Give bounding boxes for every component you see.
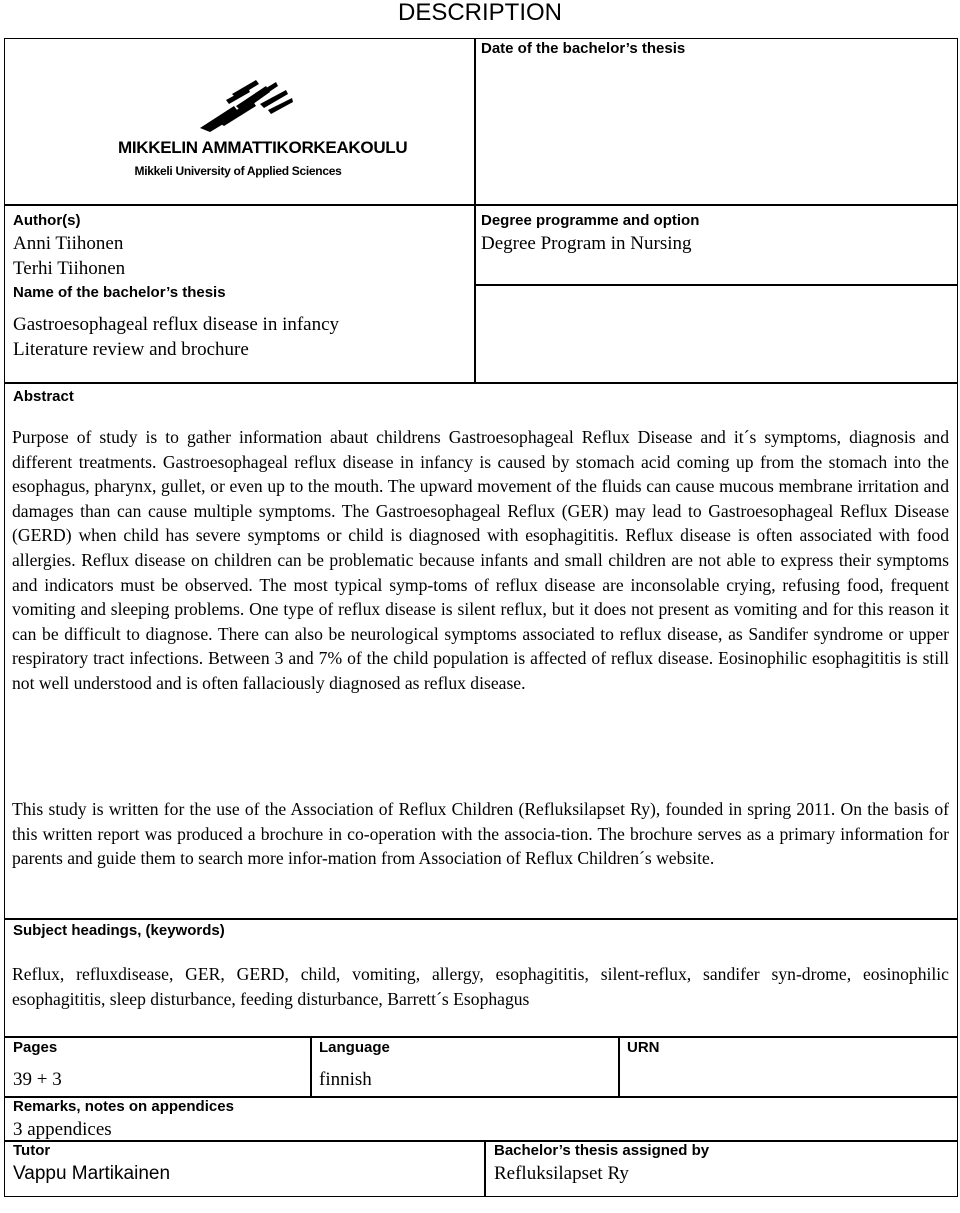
urn-label: URN — [627, 1039, 660, 1056]
thesis-subtitle: Literature review and brochure — [13, 339, 249, 360]
abstract-paragraph: Purpose of study is to gather information abaut childrens Gastroesophageal Reflux Disease and it´s symptoms, diagnosis and different treatments. Gastroesophageal reflux disease in infancy is caused by stomach acid coming up from the stomach into the esophagus, pharynx, gullet, or even up to the mouth. The upward movement of the fluids can cause mucous membrane irritation and damages than can cause multiple symptoms. The Gastroesophageal Reflux (GER) may lead to Gastroesophageal Reflux Disease (GERD) when child has severe symptoms or child is diagnosed with esophagititis. Reflux disease is often associated with food allergies. Reflux disease on children can be problematic because infants and small children are not able to express their symptoms and indicators must be observed. The most typical symp-toms of reflux disease are inconsolable crying, refusing food, frequent vomiting and sleeping problems. One type of reflux disease is silent reflux, but it does not present as vomiting and for this reason it can be difficult to diagnose. There can also be neurological symptoms associated to reflux disease, as Sandifer syndrome or upper respiratory tract infections. Between 3 and 7% of the child population is affected of reflux disease. Eosinophilic esophagititis is still not well understood and is often fallaciously diagnosed as reflux disease. — [12, 427, 949, 693]
language-label: Language — [319, 1039, 390, 1056]
keywords-label: Subject headings, (keywords) — [13, 922, 225, 939]
institution-logo — [118, 76, 408, 186]
thesis-name-label: Name of the bachelor’s thesis — [13, 284, 226, 301]
degree-value: Degree Program in Nursing — [481, 233, 692, 254]
degree-label: Degree programme and option — [481, 212, 700, 229]
language-value: finnish — [319, 1069, 372, 1090]
tutor-value: Vappu Martikainen — [13, 1163, 171, 1184]
assigned-label: Bachelor’s thesis assigned by — [494, 1142, 710, 1159]
logo-name: MIKKELIN AMMATTIKORKEAKOULU — [118, 138, 408, 157]
tutor-label: Tutor — [13, 1142, 51, 1159]
logo-subtitle: Mikkeli University of Applied Sciences — [134, 164, 342, 178]
urn-cell — [618, 1036, 958, 1098]
assigned-value: Refluksilapset Ry — [494, 1163, 629, 1184]
abstract-paragraph: This study is written for the use of the Association of Reflux Children (Refluksilapset Ry), founded in spring 2011. On the basis of this written report was produced a brochure in co-operation with the associa-tion. The brochure serves as a primary information for parents and guide them to search more infor-mation from Association of Reflux Children´s website. — [12, 799, 949, 869]
author-name: Anni Tiihonen — [13, 233, 124, 254]
empty-right-cell — [474, 284, 958, 384]
pages-label: Pages — [13, 1039, 58, 1056]
remarks-value: 3 appendices — [13, 1119, 112, 1140]
pages-value: 39 + 3 — [13, 1069, 62, 1090]
author-name: Terhi Tiihonen — [13, 258, 126, 279]
date-label: Date of the bachelor’s thesis — [481, 40, 686, 57]
keywords-value: Reflux, refluxdisease, GER, GERD, child, vomiting, allergy, esophagititis, silent-reflux, sandifer syn-drome, eosinophilic esophagititis, sleep disturbance, feeding disturbance, Barrett´s Esophagus — [12, 964, 949, 1009]
date-cell — [474, 38, 958, 206]
remarks-label: Remarks, notes on appendices — [13, 1098, 234, 1115]
abstract-label: Abstract — [13, 388, 74, 405]
thesis-title: Gastroesophageal reflux disease in infancy — [13, 314, 340, 335]
page-title: DESCRIPTION — [397, 0, 562, 26]
mamk-emblem-icon — [196, 76, 296, 136]
author-label: Author(s) — [13, 212, 81, 229]
